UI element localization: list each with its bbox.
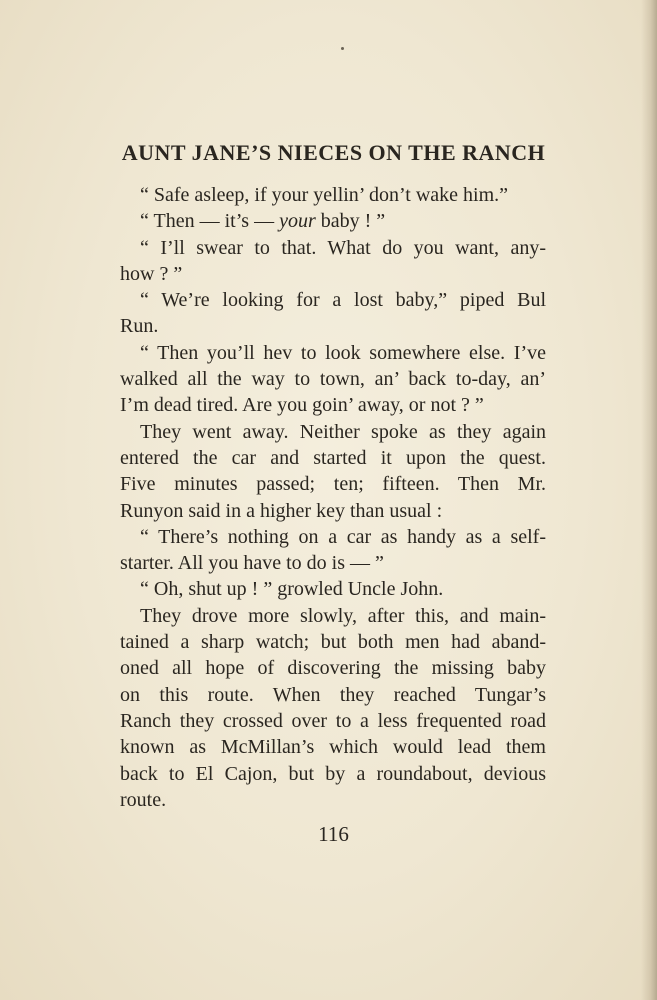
text-line: “ Then — it’s — your baby ! ” [140,210,386,233]
text-line: “ Safe asleep, if your yellin’ don’t wake him.” [140,184,509,206]
text-line: “ I’ll swear to that. What do you want, any- [140,236,546,259]
text-line: back to El Cajon, but by a roundabout, devious [120,762,546,785]
body-text [120,182,546,813]
text-line: Ranch they crossed over to a less frequented road [120,709,546,732]
text-line: “ There’s nothing on a car as handy as a self- [140,525,546,548]
running-head: AUNT JANE’S NIECES ON THE RANCH [121,140,546,165]
text-line: entered the car and started it upon the quest. [120,446,546,469]
text-line: oned all hope of discovering the missing baby [120,657,546,680]
text-line: “ Oh, shut up ! ” growled Uncle John. [140,578,444,601]
text-line: tained a sharp watch; but both men had aband- [120,631,546,654]
text-line: They went away. Neither spoke as they again [140,420,546,443]
text-line: Five minutes passed; ten; fifteen. Then Mr. [120,473,546,496]
paper-speck [341,47,344,50]
text-line: They drove more slowly, after this, and main- [140,604,546,627]
emphasized-word: your [279,210,316,233]
text-line: walked all the way to town, an’ back to-day, an’ [120,368,546,391]
text-line: known as McMillan’s which would lead them [120,736,546,759]
text-line: route. [120,788,167,811]
text-line: “ Then you’ll hev to look somewhere else. I’ve [140,341,546,364]
text-line: I’m dead tired. Are you goin’ away, or not ? ” [120,394,484,417]
text-line: how ? ” [120,262,183,285]
text-line: on this route. When they reached Tungar’s [120,683,546,706]
text-line: starter. All you have to do is — ” [120,552,384,575]
text-line: Runyon said in a higher key than usual : [120,499,443,522]
text-line: Run. [120,315,159,338]
text-line: “ We’re looking for a lost baby,” piped Bul [140,289,546,312]
page-number: 116 [318,822,349,846]
